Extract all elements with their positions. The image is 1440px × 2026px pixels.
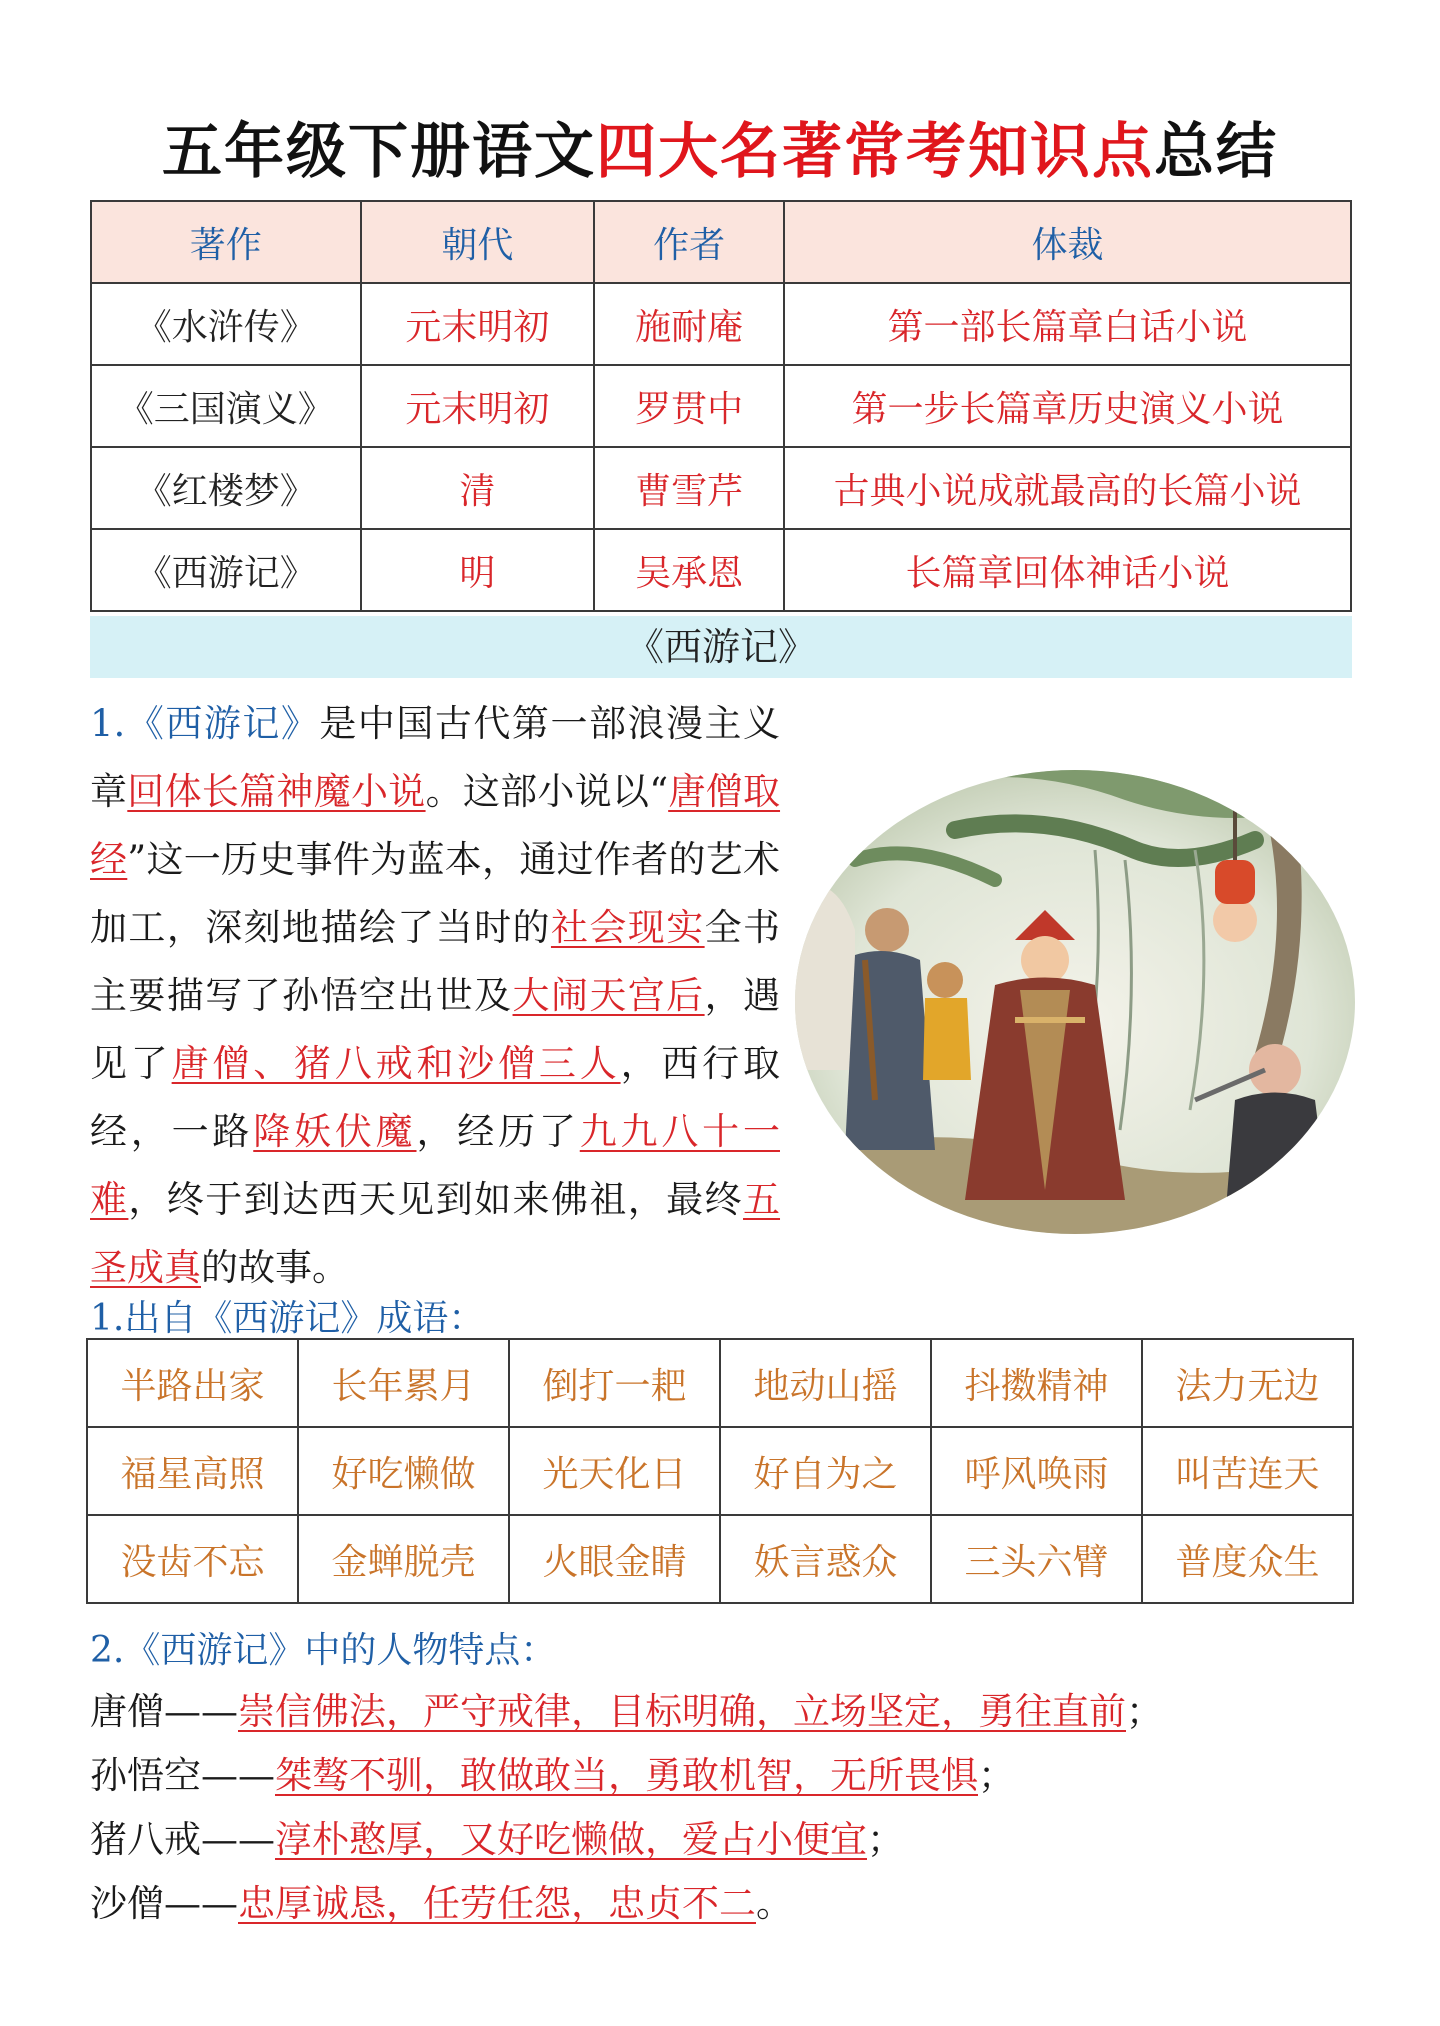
journey-west-illustration xyxy=(795,770,1355,1234)
idiom-cell: 好吃懒做 xyxy=(298,1427,509,1515)
work-genre: 长篇章回体神话小说 xyxy=(784,529,1351,611)
section-title-bar: 《西游记》 xyxy=(90,616,1352,678)
intro-text: 是中国古代第一部浪漫主义章 xyxy=(90,702,780,813)
intro-text: ，遇见了 xyxy=(90,974,781,1085)
idiom-cell: 好自为之 xyxy=(720,1427,931,1515)
idiom-cell: 金蝉脱壳 xyxy=(298,1515,509,1603)
intro-highlight: 降妖伏魔 xyxy=(253,1110,417,1153)
page-title xyxy=(0,104,1440,190)
character-end: ； xyxy=(978,1754,1015,1797)
character-name: 唐僧—— xyxy=(90,1690,238,1733)
idiom-cell: 光天化日 xyxy=(509,1427,720,1515)
header-dynasty: 朝代 xyxy=(361,201,595,283)
work-name: 《三国演义》 xyxy=(91,365,361,447)
work-dynasty: 明 xyxy=(361,529,595,611)
intro-text: ”这一历史事件为蓝本，通过作者的艺术加工，深刻地描绘了当时的 xyxy=(90,838,781,949)
idiom-cell: 呼风唤雨 xyxy=(931,1427,1142,1515)
intro-number: 1.《西游记》 xyxy=(90,702,320,745)
intro-highlight: 九九八十一难 xyxy=(90,1110,780,1221)
character-traits: 崇信佛法，严守戒律，目标明确，立场坚定，勇往直前 xyxy=(238,1690,1126,1733)
title-part-2: 四大名著常考知识点 xyxy=(596,117,1154,187)
intro-highlight: 唐僧、猪八戒和沙僧三人 xyxy=(171,1042,621,1085)
intro-highlight: 唐僧取经 xyxy=(90,770,781,881)
intro-text: ，西行取经，一路 xyxy=(90,1042,780,1153)
intro-highlight: 社会现实 xyxy=(550,906,705,949)
table-row xyxy=(87,1515,1353,1603)
character-traits: 桀骜不驯，敢做敢当，勇敢机智，无所畏惧 xyxy=(275,1754,978,1797)
title-part-1: 五年级下册语文 xyxy=(162,117,596,187)
idiom-cell: 福星高照 xyxy=(87,1427,298,1515)
intro-highlight: 大闹天宫后 xyxy=(512,974,705,1017)
idiom-cell: 地动山摇 xyxy=(720,1339,931,1427)
table-row xyxy=(91,365,1351,447)
header-genre: 体裁 xyxy=(784,201,1351,283)
list-item xyxy=(90,1680,1360,1744)
table-row xyxy=(91,447,1351,529)
idiom-cell: 火眼金睛 xyxy=(509,1515,720,1603)
intro-text: ，终于到达西天见到如来佛祖，最终 xyxy=(128,1178,744,1221)
table-row xyxy=(87,1427,1353,1515)
header-author: 作者 xyxy=(594,201,784,283)
character-end: ； xyxy=(1126,1690,1163,1733)
idiom-cell: 妖言惑众 xyxy=(720,1515,931,1603)
intro-highlight: 回体长篇神魔小说 xyxy=(127,770,426,813)
work-dynasty: 元末明初 xyxy=(361,283,595,365)
character-traits: 淳朴憨厚，又好吃懒做，爱占小便宜 xyxy=(275,1818,867,1861)
works-header-row xyxy=(91,201,1351,283)
character-name: 孙悟空—— xyxy=(90,1754,275,1797)
intro-text: ，经历了 xyxy=(416,1110,580,1153)
work-author: 施耐庵 xyxy=(594,283,784,365)
intro-text: 。这部小说以“ xyxy=(425,770,669,813)
header-work: 著作 xyxy=(91,201,361,283)
idiom-cell: 半路出家 xyxy=(87,1339,298,1427)
character-end: ； xyxy=(867,1818,904,1861)
works-table xyxy=(90,200,1352,612)
idioms-heading: 1.出自《西游记》成语： xyxy=(90,1298,485,1339)
characters-heading: 2.《西游记》中的人物特点： xyxy=(90,1630,557,1671)
character-traits: 忠厚诚恳，任劳任怨，忠贞不二 xyxy=(238,1882,756,1925)
list-item xyxy=(90,1808,1360,1872)
intro-highlight: 五圣成真 xyxy=(90,1178,781,1289)
list-item xyxy=(90,1744,1360,1808)
character-name: 沙僧—— xyxy=(90,1882,238,1925)
title-part-3: 总结 xyxy=(1154,117,1278,187)
work-dynasty: 元末明初 xyxy=(361,365,595,447)
work-genre: 第一步长篇章历史演义小说 xyxy=(784,365,1351,447)
idiom-cell: 三头六臂 xyxy=(931,1515,1142,1603)
character-traits-list xyxy=(90,1680,1360,1936)
idiom-cell: 没齿不忘 xyxy=(87,1515,298,1603)
idiom-cell: 长年累月 xyxy=(298,1339,509,1427)
intro-paragraph xyxy=(90,690,780,1302)
work-genre: 第一部长篇章白话小说 xyxy=(784,283,1351,365)
work-dynasty: 清 xyxy=(361,447,595,529)
idiom-cell: 叫苦连天 xyxy=(1142,1427,1353,1515)
work-author: 罗贯中 xyxy=(594,365,784,447)
work-name: 《红楼梦》 xyxy=(91,447,361,529)
idiom-cell: 倒打一耙 xyxy=(509,1339,720,1427)
list-item xyxy=(90,1872,1360,1936)
work-author: 吴承恩 xyxy=(594,529,784,611)
work-name: 《西游记》 xyxy=(91,529,361,611)
table-row xyxy=(91,529,1351,611)
character-name: 猪八戒—— xyxy=(90,1818,275,1861)
idiom-cell: 法力无边 xyxy=(1142,1339,1353,1427)
intro-text: 的故事。 xyxy=(201,1246,349,1289)
idiom-cell: 抖擞精神 xyxy=(931,1339,1142,1427)
character-end: 。 xyxy=(756,1882,793,1925)
table-row xyxy=(87,1339,1353,1427)
idioms-table xyxy=(86,1338,1354,1604)
work-name: 《水浒传》 xyxy=(91,283,361,365)
idiom-cell: 普度众生 xyxy=(1142,1515,1353,1603)
intro-text: 全书主要描写了孙悟空出世及 xyxy=(90,906,781,1017)
table-row xyxy=(91,283,1351,365)
work-genre: 古典小说成就最高的长篇小说 xyxy=(784,447,1351,529)
work-author: 曹雪芹 xyxy=(594,447,784,529)
